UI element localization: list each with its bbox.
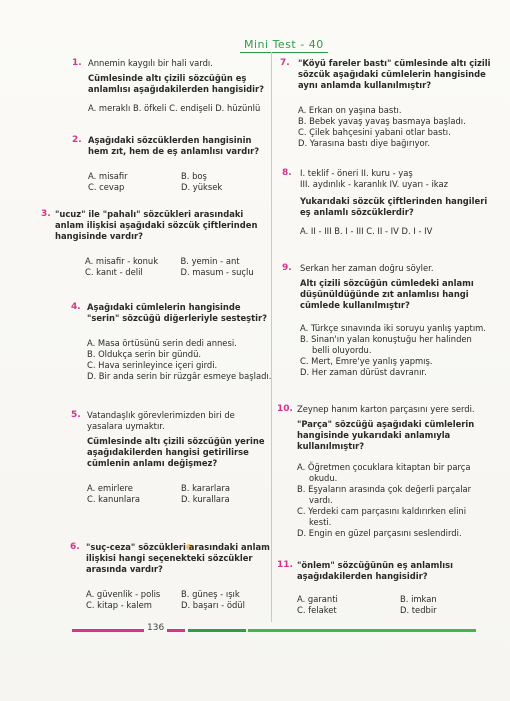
question-prompt: "Parça" sözcüğü aşağıdaki cümlelerin hangisinde yukarıdaki anlamıyla kullanılmıştır? bbox=[297, 419, 475, 451]
option-a[interactable]: A. Öğretmen çocuklara kitaptan bir parça bbox=[297, 462, 471, 472]
question-prompt: Aşağıdaki sözcüklerden hangisinin hem zıt, hem de eş anlamlısı vardır? bbox=[88, 135, 260, 156]
question-stem: Serkan her zaman doğru söyler. bbox=[300, 263, 434, 273]
option-d[interactable]: D. başarı - ödül bbox=[181, 600, 245, 610]
option-c[interactable]: C. kanıt - delil bbox=[85, 267, 143, 277]
question-number: 8. bbox=[282, 168, 292, 178]
option-c[interactable]: C. Hava serinleyince içeri girdi. bbox=[87, 360, 218, 370]
option-b[interactable]: B. Oldukça serin bir gündü. bbox=[87, 349, 202, 359]
option-b[interactable]: B. Eşyaların arasında çok değerli parçalar bbox=[297, 484, 472, 494]
question-number: 6. bbox=[70, 542, 80, 552]
question-stem: Zeynep hanım karton parçasını yere serdi. bbox=[297, 404, 475, 414]
option-b[interactable]: B. kararlara bbox=[181, 483, 230, 493]
question-5 bbox=[71, 410, 269, 505]
question-number: 3. bbox=[41, 209, 51, 219]
option-b[interactable]: B. Bebek yavaş yavaş basmaya başladı. bbox=[298, 116, 466, 126]
option-c[interactable]: C. Yerdeki cam parçasını kaldırırken elini bbox=[297, 506, 467, 516]
option-d[interactable]: D. Her zaman dürüst davranır. bbox=[300, 367, 427, 377]
option-a[interactable]: A. Erkan on yaşına bastı. bbox=[298, 105, 402, 115]
option-c[interactable]: C. cevap bbox=[88, 182, 125, 192]
question-11 bbox=[277, 560, 497, 616]
option-a[interactable]: A. Masa örtüsünü serin dedi annesi. bbox=[87, 338, 237, 348]
question-stem: Vatandaşlık görevlerimizden biri de yasalara uymaktır. bbox=[87, 410, 235, 431]
option-d[interactable]: D. yüksek bbox=[181, 182, 223, 192]
question-number: 9. bbox=[282, 263, 292, 273]
option-a[interactable]: A. misafir bbox=[88, 171, 128, 181]
footer-rule-green-long bbox=[248, 629, 476, 632]
question-prompt: Cümlesinde altı çizili sözcüğün eş anlamlısı aşağıdakilerden hangisidir? bbox=[88, 73, 265, 94]
option-b[interactable]: B. boş bbox=[181, 171, 207, 181]
option-a[interactable]: A. Türkçe sınavında iki soruyu yanlış yaptım. bbox=[300, 323, 486, 333]
option-a[interactable]: A. güvenlik - polis bbox=[86, 589, 161, 599]
footer-rule-pink bbox=[72, 629, 144, 632]
option-b[interactable]: B. güneş - ışık bbox=[181, 589, 240, 599]
question-9 bbox=[282, 263, 500, 378]
option-d[interactable]: D. kurallara bbox=[181, 494, 230, 504]
option-a-continuation: okudu. bbox=[309, 473, 338, 483]
question-8 bbox=[282, 168, 500, 237]
option-b[interactable]: B. yemin - ant bbox=[180, 256, 240, 266]
question-6 bbox=[70, 542, 270, 611]
question-7 bbox=[280, 58, 498, 149]
question-prompt: "ucuz" ile "pahalı" sözcükleri arasındaki anlam ilişkisi aşağıdaki sözcük çiftlerinden hangisinde vardır? bbox=[55, 209, 258, 241]
footer-rule-pink-short bbox=[167, 629, 185, 632]
question-prompt: Yukarıdaki sözcük çiftlerinden hangileri eş anlamlı sözcüklerdir? bbox=[300, 196, 488, 217]
option-a[interactable]: A. misafir - konuk bbox=[85, 256, 159, 266]
column-divider bbox=[271, 52, 272, 622]
option-b[interactable]: B. imkan bbox=[400, 594, 437, 604]
question-prompt: Cümlesinde altı çizili sözcüğün yerine aşağıdakilerden hangisi getirilirse cümlenin anlamı değişmez? bbox=[87, 436, 265, 468]
question-number: 1. bbox=[72, 58, 82, 68]
option-c[interactable]: C. Mert, Emre'ye yanlış yapmış. bbox=[300, 356, 433, 366]
question-number: 4. bbox=[71, 302, 81, 312]
question-number: 11. bbox=[277, 560, 293, 570]
question-10 bbox=[277, 404, 502, 539]
option-d[interactable]: D. Yarasına bastı diye bağırıyor. bbox=[298, 138, 431, 148]
question-prompt: Altı çizili sözcüğün cümledeki anlamı düşünüldüğünde zıt anlamlısı hangi cümlede kullanılmıştır? bbox=[300, 278, 474, 310]
option-c[interactable]: C. Çilek bahçesini yabani otlar bastı. bbox=[298, 127, 451, 137]
question-prompt: "Köyü fareler bastı" cümlesinde altı çizili sözcük aşağıdaki cümlelerin hangisinde aynı anlamda kullanılmıştır? bbox=[298, 58, 491, 90]
option-c[interactable]: C. felaket bbox=[297, 605, 337, 615]
question-3 bbox=[41, 209, 270, 278]
question-prompt: "suç-ceza" sözcükleri arasındaki anlam ilişkisi hangi seçenekteki sözcükler arasında vardır? bbox=[86, 542, 270, 574]
question-number: 7. bbox=[280, 58, 290, 68]
option-a[interactable]: A. garanti bbox=[297, 594, 338, 604]
page-title: Mini Test - 40 bbox=[240, 38, 328, 53]
question-2 bbox=[72, 135, 268, 193]
options-inline: A. II - III B. I - III C. II - IV D. I - IV bbox=[300, 226, 433, 236]
page-number: 136 bbox=[147, 623, 165, 633]
question-prompt: "önlem" sözcüğünün eş anlamlısı aşağıdakilerden hangisidir? bbox=[297, 560, 453, 581]
option-c-continuation: kesti. bbox=[309, 517, 332, 527]
option-c[interactable]: C. kitap - kalem bbox=[86, 600, 152, 610]
option-b-continuation: belli oluyordu. bbox=[312, 345, 372, 355]
option-d[interactable]: D. Bir anda serin bir rüzgâr esmeye başladı. bbox=[87, 371, 272, 381]
pair-list-line-1: I. teklif - öneri II. kuru - yaş bbox=[300, 168, 413, 178]
option-d[interactable]: D. tedbir bbox=[400, 605, 437, 615]
question-prompt: Aşağıdaki cümlelerin hangisinde "serin" sözcüğü diğerleriyle sesteştir? bbox=[87, 302, 268, 323]
question-stem: Annemin kaygılı bir hali vardı. bbox=[88, 58, 213, 68]
footer-rule-green bbox=[188, 629, 246, 632]
question-number: 10. bbox=[277, 404, 293, 414]
option-b[interactable]: B. Sinan'ın yalan konuştuğu her halinden bbox=[300, 334, 472, 344]
option-d[interactable]: D. masum - suçlu bbox=[180, 267, 254, 277]
question-number: 5. bbox=[71, 410, 81, 420]
option-a[interactable]: A. emirlere bbox=[87, 483, 133, 493]
pair-list-line-2: III. aydınlık - karanlık IV. uyarı - ikaz bbox=[300, 179, 449, 189]
question-4 bbox=[71, 302, 272, 382]
option-d[interactable]: D. Engin en güzel parçasını seslendirdi. bbox=[297, 528, 462, 538]
options-inline: A. meraklı B. öfkeli C. endişeli D. hüzünlü bbox=[88, 103, 261, 113]
option-c[interactable]: C. kanunlara bbox=[87, 494, 140, 504]
question-number: 2. bbox=[72, 135, 82, 145]
option-b-continuation: vardı. bbox=[309, 495, 333, 505]
question-1 bbox=[72, 58, 265, 114]
